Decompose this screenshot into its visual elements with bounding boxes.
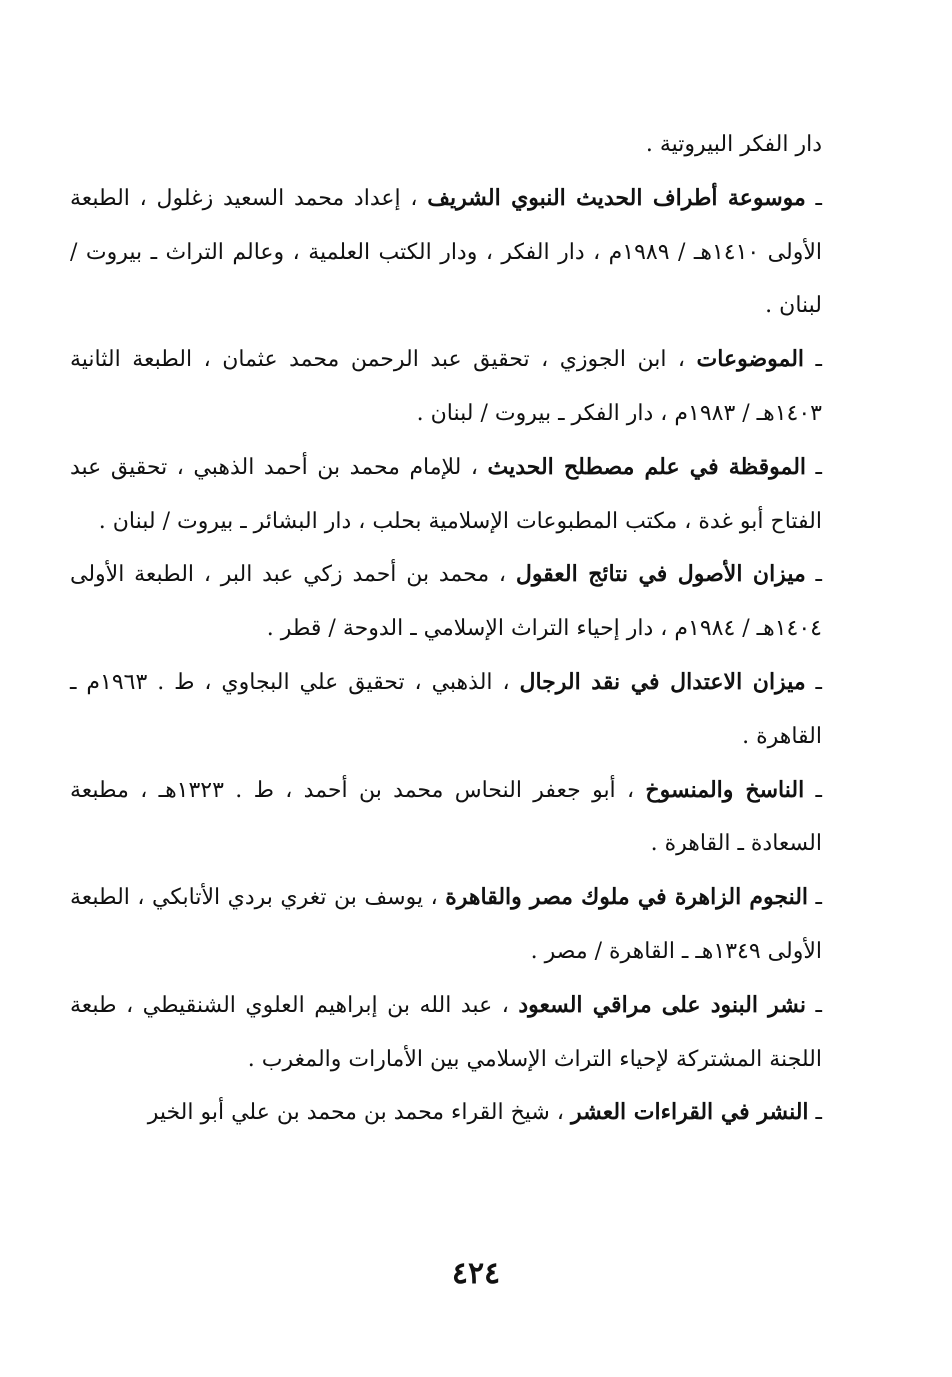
entry-dash: ـ [806,454,822,480]
entry-dash: ـ [806,992,822,1018]
entry-title: ميزان الاعتدال في نقد الرجال [519,668,806,695]
entry-details: ، يوسف بن تغري بردي الأتابكي ، الطبعة الأولى ١٣٤٩هـ ـ القاهرة / مصر . [70,885,822,964]
entry-details: ، عبد الله بن إبراهيم العلوي الشنقيطي ، طبعة اللجنة المشتركة لإحياء التراث الإسلامي بين الأمارات والمغرب . [70,992,822,1072]
entry-details: ، إعداد محمد السعيد زغلول ، الطبعة الأولى ١٤١٠هـ / ١٩٨٩م ، دار الفكر ، ودار الكتب العلمية ، وعالم التراث ـ بيروت / لبنان . [70,185,822,319]
entry-dash: ـ [804,777,822,803]
entry-details: ، محمد بن أحمد زكي عبد البر ، الطبعة الأولى ١٤٠٤هـ / ١٩٨٤م ، دار إحياء التراث الإسلامي ـ الدوحة / قطر . [70,562,822,642]
bibliography-entry [70,548,822,656]
bibliography-list [70,118,822,1140]
bibliography-entry [70,333,822,441]
entry-details: ، الذهبي ، تحقيق علي البجاوي ، ط . ١٩٦٣م ـ القاهرة . [70,669,822,749]
entry-title: النشر في القراءات العشر [570,1099,809,1126]
entry-title: النجوم الزاهرة في ملوك مصر والقاهرة [445,884,809,911]
bibliography-entry [70,656,822,764]
entry-details: ، ابن الجوزي ، تحقيق عبد الرحمن محمد عثمان ، الطبعة الثانية ١٤٠٣هـ / ١٩٨٣م ، دار الفكر ـ بيروت / لبنان . [70,347,822,426]
entry-title: ميزان الأصول في نتائج العقول [515,561,806,588]
entry-title: موسوعة أطراف الحديث النبوي الشريف [427,184,806,211]
continuation-line: دار الفكر البيروتية . [645,132,822,157]
entry-dash: ـ [808,885,822,911]
entry-title: الناسخ والمنسوخ [645,776,805,803]
bibliography-entry [70,1086,822,1140]
entry-details: ، شيخ القراء محمد بن محمد بن علي أبو الخير [147,1100,571,1126]
entry-dash: ـ [805,669,822,695]
entry-dash: ـ [805,185,822,211]
entry-dash: ـ [808,1100,822,1126]
page-number: ٤٢٤ [451,1256,501,1291]
entry-details: ، للإمام محمد بن أحمد الذهبي ، تحقيق عبد الفتاح أبو غدة ، مكتب المطبوعات الإسلامية بحلب ، دار البشائر ـ بيروت / لبنان . [70,454,822,534]
entry-dash: ـ [804,347,822,373]
bibliography-entry [70,871,822,979]
bibliography-entry [70,979,822,1087]
entry-title: الموضوعات [696,346,805,373]
entry-title: الموقظة في علم مصطلح الحديث [487,453,807,480]
bibliography-entry [70,764,822,872]
entry-details: ، أبو جعفر النحاس محمد بن أحمد ، ط . ١٣٢٣هـ ، مطبعة السعادة ـ القاهرة . [70,777,822,857]
entry-title: نشر البنود على مراقي السعود [518,991,807,1018]
bibliography-entry [70,441,822,549]
entry-dash: ـ [805,562,822,588]
bibliography-entry [70,172,822,333]
